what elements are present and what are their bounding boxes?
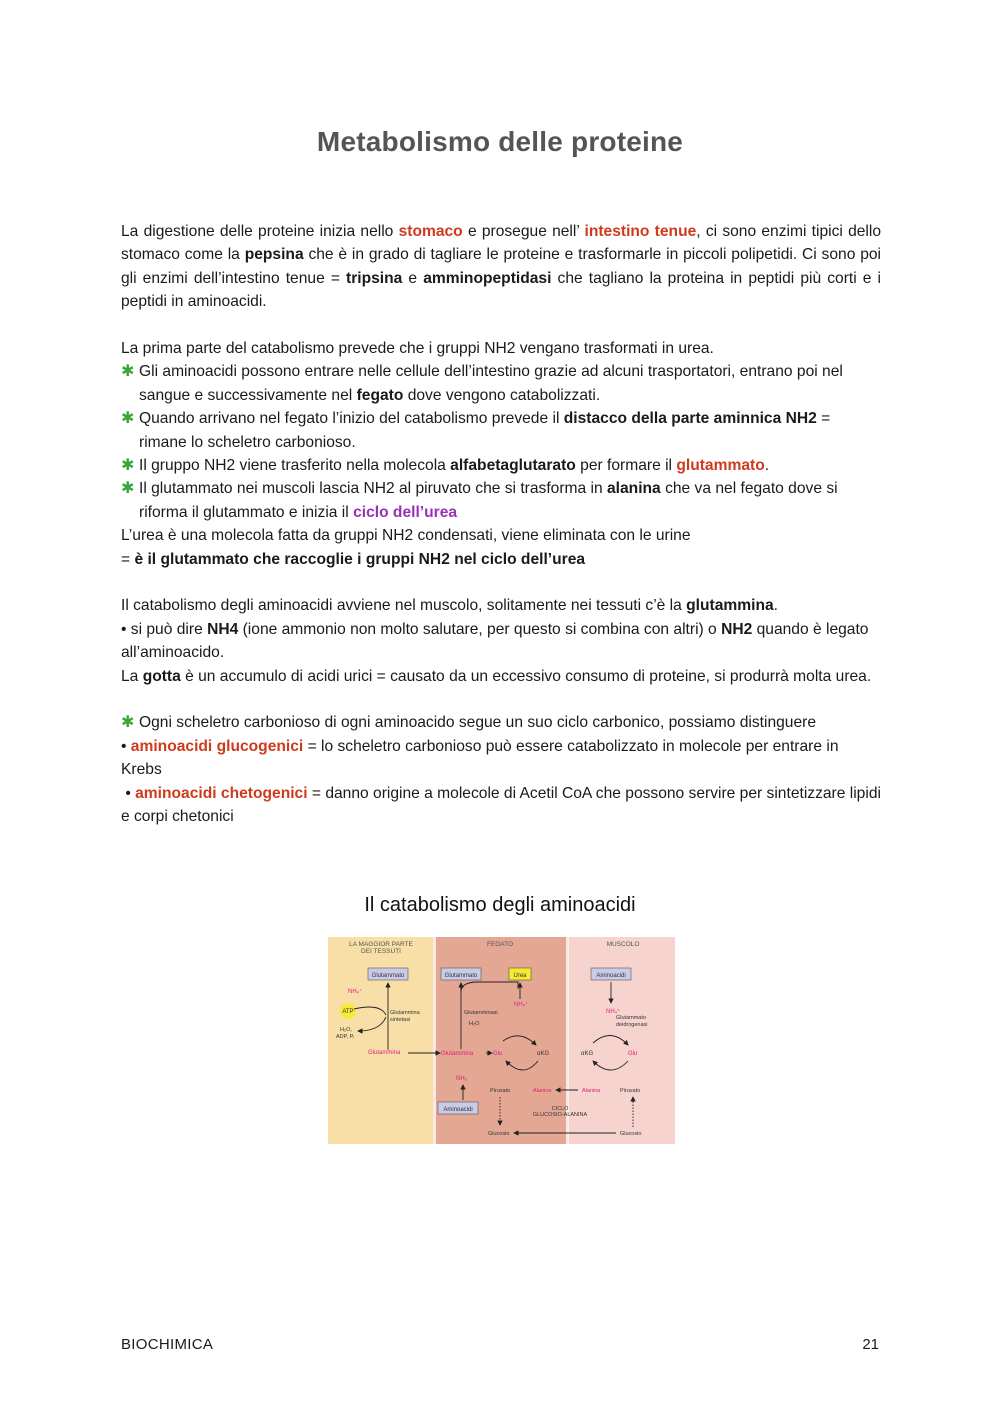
term-distacco: distacco della parte aminnica NH2 — [563, 410, 817, 428]
label-glu-muscle: Glu — [628, 1051, 638, 1057]
asterisk-icon: ✱ — [121, 363, 135, 381]
paragraph-digestion — [121, 220, 881, 314]
term-nh4: NH4 — [207, 620, 239, 638]
text: = danno origine a molecole di Acetil CoA che possono servire per sintetizzare lipidi e corpi chetonici — [121, 784, 881, 826]
asterisk-icon: ✱ — [121, 410, 135, 428]
paragraph-chetogenici — [121, 782, 881, 829]
label-glutamminasi: Glutamminasi — [464, 1010, 498, 1016]
label-akg-liver: αKG — [537, 1051, 550, 1057]
term-tripsina: tripsina — [346, 269, 403, 287]
text: Il gruppo NH2 viene trasferito nella molecola — [139, 457, 451, 475]
catabolism-intro: La prima parte del catabolismo prevede che i gruppi NH2 vengano trasformati in urea. — [121, 340, 714, 358]
term-alfabetaglutarato: alfabetaglutarato — [450, 457, 576, 475]
label-glut-deid: Glutammato — [616, 1015, 646, 1021]
text: Gli aminoacidi possono entrare nelle cellule dell’intestino grazie ad alcuni trasportatori, entrano poi nel sangue e successivamente nel — [139, 363, 843, 404]
col-header-tissues: LA MAGGIOR PARTE — [349, 941, 413, 948]
paragraph-muscle — [121, 594, 881, 617]
text: • — [121, 737, 131, 755]
text: = — [121, 550, 135, 568]
text: = lo scheletro carbonioso può essere catabolizzato in molecole per entrare in Krebs — [121, 737, 839, 779]
text: quando è legato all’aminoacido. — [121, 620, 869, 662]
asterisk-icon: ✱ — [121, 714, 135, 732]
term-amminopeptidasi: amminopeptidasi — [423, 269, 552, 287]
text: che è in grado di tagliare le proteine e trasformarle in piccoli polipetidi. Ci sono poi gli enzimi dell’intestino tenue = — [121, 246, 882, 287]
label-glutammina-sintetasi-2: sintetasi — [390, 1017, 411, 1023]
term-glutammato: glutammato — [676, 457, 765, 475]
text: . — [764, 457, 770, 475]
label-atp: ATP — [342, 1009, 354, 1015]
label-glucosio-liver: Glucosio — [488, 1131, 510, 1137]
text: • — [121, 784, 136, 802]
figure-title: Il catabolismo degli aminoacidi — [364, 894, 636, 916]
footer-subject: BIOCHIMICA — [121, 1336, 214, 1353]
label-glutammina-sintetasi: Glutammina — [390, 1010, 420, 1016]
urea-summary — [121, 548, 881, 571]
text: Il catabolismo degli aminoacidi avviene nel muscolo, solitamente nei tessuti c’è la — [121, 597, 687, 615]
paragraph-nh4 — [121, 618, 881, 665]
term-glucogenici: aminoacidi glucogenici — [130, 737, 304, 755]
term-glutammina: glutammina — [686, 597, 774, 615]
label-ciclo: CICLO — [551, 1106, 569, 1112]
label-glutammina-liver: Glutammina — [441, 1051, 474, 1057]
term-intestino: intestino tenue — [584, 223, 697, 240]
page-number: 21 — [862, 1336, 879, 1353]
label-glutammina-left: Glutammina — [368, 1050, 401, 1056]
label-akg-muscle: αKG — [581, 1051, 594, 1057]
label-glucosio-muscle: Glucosio — [620, 1131, 642, 1137]
text: Il glutammato nei muscoli lascia NH2 al piruvato che si trasforma in — [139, 480, 607, 498]
label-h2o-liver: H₂O — [469, 1021, 480, 1027]
text: Quando arrivano nel fegato l’inizio del catabolismo prevede il — [139, 410, 564, 428]
list-item — [121, 454, 881, 477]
label-glutammato-left: Glutammato — [371, 973, 405, 979]
label-aminoacidi-muscle: Aminoacidi — [596, 973, 626, 979]
col-header-muscle: MUSCOLO — [606, 941, 640, 948]
label-nh4-muscle: NH₄⁺ — [606, 1009, 621, 1015]
label-h2o-adp: H₂O, — [340, 1027, 352, 1033]
paragraph-gotta — [121, 665, 881, 688]
text: e prosegue nell’ — [462, 223, 585, 240]
term-chetogenici: aminoacidi chetogenici — [135, 784, 308, 802]
col-header-liver: FEGATO — [486, 941, 514, 948]
text: Ogni scheletro carbonioso di ogni aminoacido segue un suo ciclo carbonico, possiamo distinguere — [139, 714, 816, 732]
label-aminoacidi-liver: Aminoacidi — [443, 1107, 473, 1113]
list-item — [121, 407, 881, 454]
text: e — [402, 269, 424, 287]
label-glut-deid-2: deidrogenasi — [616, 1022, 648, 1028]
text: che va nel fegato dove si riforma il glutammato e inizia il — [139, 480, 838, 521]
label-piruvato-liver: Piruvato — [490, 1088, 511, 1094]
label-alanina-liver: Alanina — [533, 1088, 552, 1094]
paragraph-glucogenici — [121, 735, 881, 782]
page-title: Metabolismo delle proteine — [316, 126, 684, 157]
label-nh4-liver: NH₄⁺ — [514, 1002, 529, 1008]
term-stomaco: stomaco — [398, 223, 463, 240]
text: (ione ammonio non molto salutare, per questo si combina con altri) o — [238, 620, 722, 638]
text: La — [121, 667, 143, 685]
text: che tagliano la proteina in peptidi più corti e i peptidi in aminoacidi. — [121, 269, 881, 311]
label-glu-liver: Glu — [493, 1051, 503, 1057]
document-body — [121, 220, 881, 829]
term-nh2: NH2 — [721, 620, 753, 638]
text: La digestione delle proteine inizia nello — [121, 223, 399, 240]
term-gotta: gotta — [142, 667, 181, 685]
text: dove vengono catabolizzati. — [403, 386, 601, 404]
text: , ci sono enzimi tipici dello stomaco come la — [121, 223, 882, 264]
term-ciclo-urea: ciclo dell’urea — [353, 503, 458, 521]
term-alanina: alanina — [607, 480, 661, 498]
label-urea: Urea — [513, 973, 527, 979]
text: = rimane lo scheletro carbonioso. — [139, 410, 831, 451]
summary-bold: è il glutammato che raccoglie i gruppi NH2 nel ciclo dell’urea — [134, 550, 586, 568]
asterisk-icon: ✱ — [121, 480, 135, 498]
text: . — [773, 597, 778, 615]
term-pepsina: pepsina — [244, 246, 304, 264]
text: è un accumulo di acidi urici = causato da un eccessivo consumo di proteine, si produrrà molta urea. — [180, 667, 872, 685]
label-h2o-adp-2: ADP, Pᵢ — [336, 1034, 355, 1040]
list-item — [121, 711, 881, 734]
list-item — [121, 477, 881, 524]
asterisk-icon: ✱ — [121, 457, 135, 475]
label-glutammato-liver: Glutammato — [444, 973, 478, 979]
urea-definition: L’urea è una molecola fatta da gruppi NH2 condensati, viene eliminata con le urine — [121, 527, 691, 545]
label-alanina-muscle: Alanina — [582, 1088, 601, 1094]
term-fegato: fegato — [356, 386, 404, 404]
list-item — [121, 360, 881, 407]
label-nh4-left: NH₄⁺ — [348, 989, 363, 995]
text: • si può dire — [121, 620, 208, 638]
label-piruvato-muscle: Piruvato — [620, 1088, 641, 1094]
text: per formare il — [575, 457, 677, 475]
label-ciclo-2: GLUCOSIO-ALANINA — [532, 1112, 588, 1118]
label-nh3: NH₃ — [456, 1076, 468, 1082]
col-header-tissues-2: DEI TESSUTI — [361, 948, 401, 955]
catabolism-diagram — [328, 937, 675, 1144]
